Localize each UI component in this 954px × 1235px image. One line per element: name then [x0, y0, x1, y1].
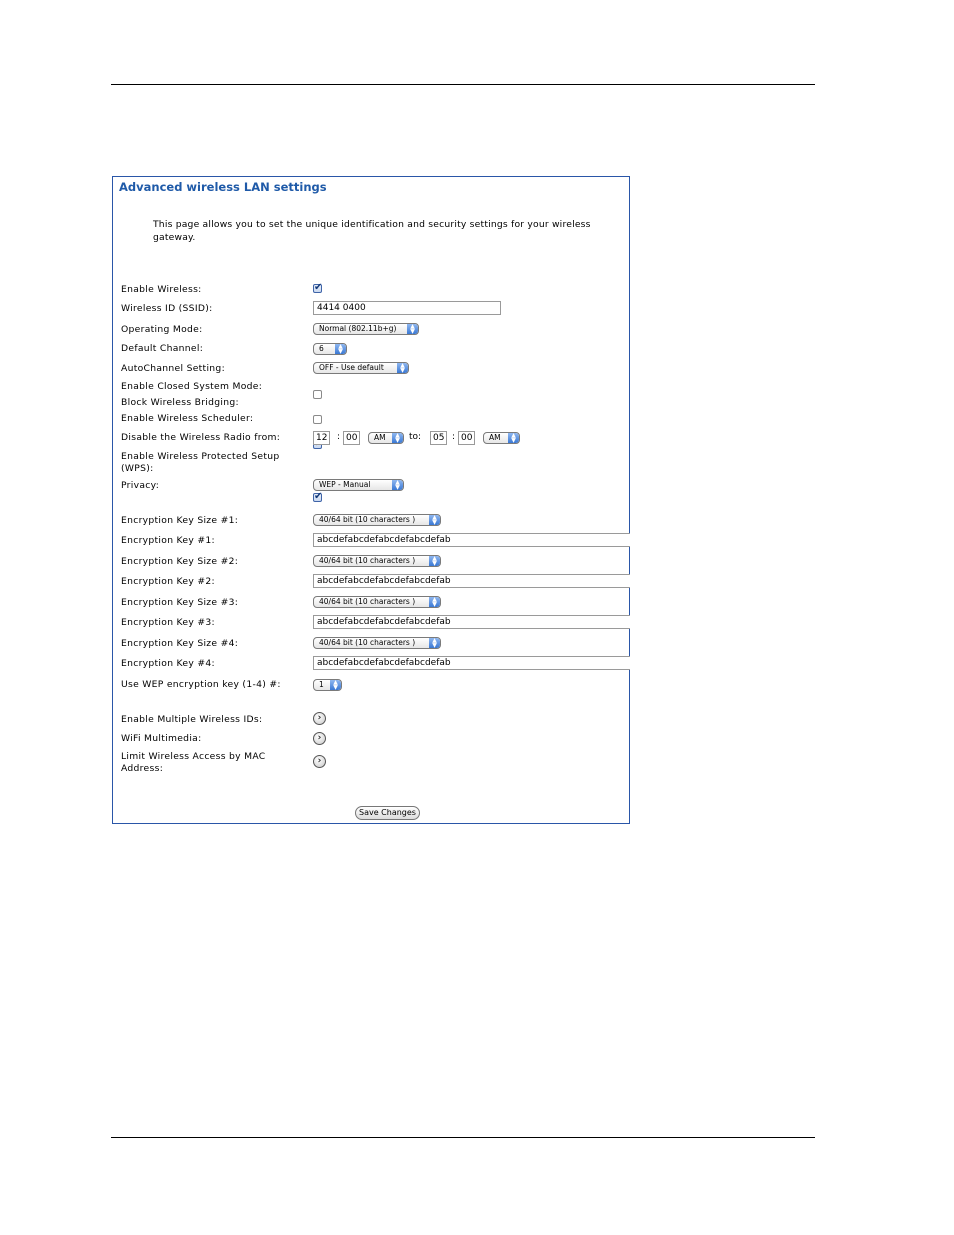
wep-key-index-value: 1 — [319, 680, 324, 689]
key-4-label: Encryption Key #4: — [121, 658, 215, 669]
updown-arrow-icon: ▲ ▼ — [392, 433, 403, 443]
key-size-1-select[interactable] — [313, 514, 441, 526]
page-description: This page allows you to set the unique identification and security settings for your wireless gateway. — [153, 219, 591, 243]
mac-limit-label: Limit Wireless Access by MAC Address: — [121, 751, 266, 774]
updown-arrow-icon: ▲ ▼ — [335, 344, 346, 354]
autochannel-label: AutoChannel Setting: — [121, 363, 225, 374]
to-ampm-select[interactable] — [483, 432, 520, 444]
from-ampm-value: AM — [374, 433, 386, 442]
top-rule — [111, 84, 815, 85]
key-size-3-value: 40/64 bit (10 characters ) — [319, 597, 416, 606]
default-channel-select[interactable] — [313, 343, 347, 355]
key-1-label: Encryption Key #1: — [121, 535, 215, 546]
key-2-label: Encryption Key #2: — [121, 576, 215, 587]
closed-system-checkbox[interactable] — [313, 390, 322, 399]
key-size-3-select[interactable] — [313, 596, 441, 608]
key-size-1-value: 40/64 bit (10 characters ) — [319, 515, 416, 524]
wifi-multimedia-expand-icon[interactable]: › — [313, 732, 326, 745]
wep-key-index-select[interactable] — [313, 679, 342, 691]
key-size-1-label: Encryption Key Size #1: — [121, 515, 239, 526]
advanced-wireless-panel — [112, 176, 630, 824]
operating-mode-label: Operating Mode: — [121, 324, 203, 335]
enable-wireless-label: Enable Wireless: — [121, 284, 202, 295]
default-channel-label: Default Channel: — [121, 343, 204, 354]
updown-arrow-icon: ▲ ▼ — [429, 556, 440, 566]
multiple-ids-label: Enable Multiple Wireless IDs: — [121, 714, 263, 725]
updown-arrow-icon: ▲ ▼ — [429, 638, 440, 648]
to-ampm-value: AM — [489, 433, 501, 442]
to-label: to: — [409, 432, 422, 442]
key-3-label: Encryption Key #3: — [121, 617, 215, 628]
key-size-2-select[interactable] — [313, 555, 441, 567]
enable-wireless-checkbox[interactable] — [313, 284, 322, 293]
scheduler-label: Enable Wireless Scheduler: — [121, 413, 254, 424]
block-bridging-checkbox[interactable] — [313, 415, 322, 424]
key-size-4-value: 40/64 bit (10 characters ) — [319, 638, 416, 647]
privacy-label: Privacy: — [121, 480, 160, 491]
wifi-multimedia-label: WiFi Multimedia: — [121, 733, 202, 744]
key-2-input[interactable]: abcdefabcdefabcdefabcdefab — [313, 574, 630, 588]
block-bridging-label: Block Wireless Bridging: — [121, 397, 239, 408]
operating-mode-value: Normal (802.11b+g) — [319, 324, 397, 333]
key-size-2-value: 40/64 bit (10 characters ) — [319, 556, 416, 565]
multiple-ids-expand-icon[interactable]: › — [313, 712, 326, 725]
wps-label: Enable Wireless Protected Setup (WPS): — [121, 451, 280, 474]
updown-arrow-icon: ▲ ▼ — [392, 480, 403, 490]
time-colon: : — [337, 432, 341, 442]
autochannel-select[interactable] — [313, 362, 409, 374]
updown-arrow-icon: ▲ ▼ — [407, 324, 418, 334]
from-hour-input[interactable]: 12 — [313, 431, 330, 445]
from-ampm-select[interactable] — [368, 432, 404, 444]
updown-arrow-icon: ▲ ▼ — [429, 515, 440, 525]
updown-arrow-icon: ▲ ▼ — [330, 680, 341, 690]
from-minute-input[interactable]: 00 — [343, 431, 360, 445]
key-size-4-select[interactable] — [313, 637, 441, 649]
to-minute-input[interactable]: 00 — [458, 431, 475, 445]
key-size-2-label: Encryption Key Size #2: — [121, 556, 239, 567]
wps-checkbox[interactable] — [313, 493, 322, 502]
key-1-input[interactable]: abcdefabcdefabcdefabcdefab — [313, 533, 630, 547]
wep-key-index-label: Use WEP encryption key (1-4) #: — [121, 679, 281, 690]
page-title: Advanced wireless LAN settings — [119, 180, 327, 194]
time-colon: : — [452, 432, 456, 442]
key-4-input[interactable]: abcdefabcdefabcdefabcdefab — [313, 656, 630, 670]
ssid-input[interactable]: 4414 0400 — [313, 301, 501, 315]
default-channel-value: 6 — [319, 344, 324, 353]
privacy-select[interactable] — [313, 479, 404, 491]
key-3-input[interactable]: abcdefabcdefabcdefabcdefab — [313, 615, 630, 629]
privacy-value: WEP - Manual — [319, 480, 371, 489]
disable-radio-label: Disable the Wireless Radio from: — [121, 432, 281, 443]
mac-limit-expand-icon[interactable]: › — [313, 755, 326, 768]
updown-arrow-icon: ▲ ▼ — [508, 433, 519, 443]
key-size-4-label: Encryption Key Size #4: — [121, 638, 239, 649]
operating-mode-select[interactable] — [313, 323, 419, 335]
save-changes-button[interactable]: Save Changes — [355, 806, 420, 820]
updown-arrow-icon: ▲ ▼ — [429, 597, 440, 607]
to-hour-input[interactable]: 05 — [430, 431, 447, 445]
autochannel-value: OFF - Use default — [319, 363, 384, 372]
key-size-3-label: Encryption Key Size #3: — [121, 597, 239, 608]
updown-arrow-icon: ▲ ▼ — [397, 363, 408, 373]
closed-system-label: Enable Closed System Mode: — [121, 381, 263, 392]
ssid-label: Wireless ID (SSID): — [121, 303, 213, 314]
bottom-rule — [111, 1137, 815, 1138]
